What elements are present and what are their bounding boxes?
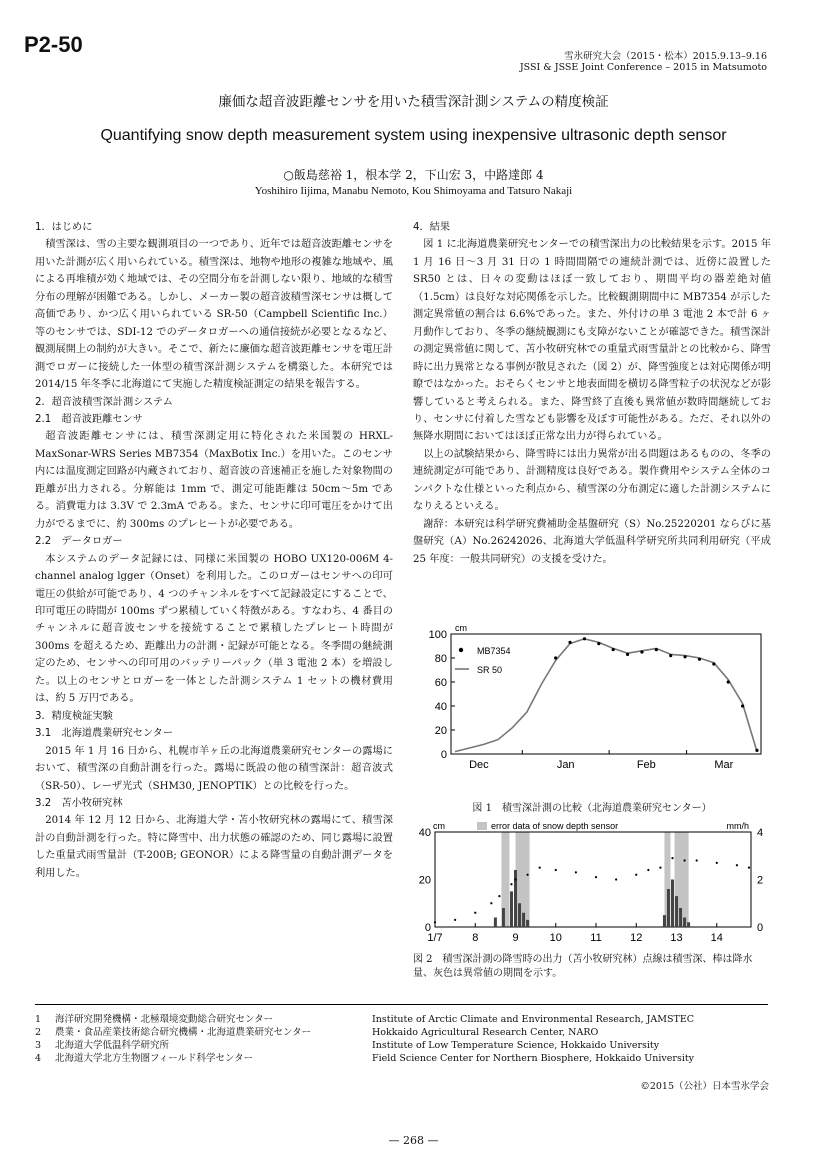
series-point-mb7354: [640, 650, 643, 653]
snow-depth-point: [454, 919, 456, 921]
footnote-text-en: Hokkaido Agricultural Research Center, NARO: [372, 1027, 599, 1038]
paragraph: 2015 年 1 月 16 日から、札幌市羊ヶ丘の北海道農業研究センターの露場において、積雪深の自動計測を行った。露場に既設の他の積雪深計：超音波式（SR-50）、レーザ光式（SHM30, JENOPTIK）との比較を行った。: [35, 745, 393, 792]
snow-depth-point: [716, 862, 718, 864]
precip-bar: [679, 908, 682, 927]
conference-name-ja: 雪氷研究大会（2015・松本）2015.9.13–9.16: [564, 51, 767, 62]
footnote-ja: [35, 1052, 311, 1065]
authors-ja: ○飯島慈裕 1，根本学 2，下山宏 3，中路達郎 4: [283, 168, 544, 182]
snow-depth-point: [635, 874, 637, 876]
footnote-text-en: Institute of Arctic Climate and Environmental Research, JAMSTEC: [372, 1014, 695, 1025]
series-point-mb7354: [626, 653, 629, 656]
footnote-text-ja: 北海道大学北方生物圏フィールド科学センター: [55, 1053, 254, 1064]
right-column: [413, 219, 771, 568]
x-tick-label: 13: [670, 932, 683, 944]
series-point-mb7354: [698, 658, 701, 661]
legend-label-error: error data of snow depth sensor: [491, 821, 619, 831]
footnotes-en: [372, 1013, 694, 1065]
title-en: Quantifying snow depth measurement system using inexpensive ultrasonic depth sensor: [100, 127, 727, 144]
paragraph: 謝辞：本研究は科学研究費補助金基盤研究（S）No.25220201 ならびに基盤研究（A）No.26242026、北海道大学低温科学研究所共同利用研究（平成 25 年度：一般共同研究）の支援を受けた。: [413, 518, 771, 565]
figure2-chart: [413, 820, 771, 955]
section-heading: 1．はじめに: [35, 222, 93, 233]
legend-marker-mb7354: [459, 648, 463, 652]
page-number: — 268 —: [388, 1134, 439, 1147]
precip-bar: [526, 920, 529, 927]
title-ja: 廉価な超音波距離センサを用いた積雪深計測システムの精度検証: [218, 94, 609, 110]
precip-bar: [510, 891, 513, 927]
section-heading: 2.1 超音波距離センサ: [35, 413, 143, 425]
figure1-chart: [413, 622, 771, 800]
y2-tick-label: 2: [757, 874, 764, 887]
y-tick-label: 60: [434, 677, 447, 689]
y2-tick-label: 4: [757, 827, 764, 839]
series-point-mb7354: [597, 642, 600, 645]
snow-depth-point: [498, 895, 500, 897]
snow-depth-point: [659, 867, 661, 869]
conference-name-en: JSSI & JSSE Joint Conference – 2015 in Matsumoto: [519, 62, 767, 73]
figure2-caption: 図 2 積雪深計測の降雪時の出力（苫小牧研究林）点線は積雪深、棒は降水量、灰色は異常値の期間を示す。: [413, 954, 753, 979]
snow-depth-point: [736, 864, 738, 866]
snow-depth-point: [647, 869, 649, 871]
footnote-ja: [35, 1039, 311, 1052]
precip-bar: [663, 915, 666, 927]
poster-code: P2-50: [24, 32, 83, 57]
paragraph: 本システムのデータ記録には、同様に米国製の HOBO UX120-006M 4-channel analog lgger（Onset）を利用した。このロガーはセンサへの印可電圧の供給が可能であり、4 つのチャンネルをすべて記録設定にすることで、印可電圧の時間が 100ms ずつ累積していく特徴がある。すなわち、4 番目のチャンネルに超音波センサを接続することで累積したプレヒート時間が 300ms を超えるため、距離出力の計測・記録が可能となる。冬季間の継続測定のため、センサへの印可用のバッテリーパック（単 3 電池 2 本）を増設した。以上のセンサとロガーを一体とした計測システム 1 セットの機材費用は、約 5 万円である。: [35, 553, 393, 705]
snow-depth-point: [595, 876, 597, 878]
footnote-number: 3: [35, 1040, 42, 1051]
snow-depth-point: [575, 871, 577, 873]
figure1-caption: 図 1 積雪深計測の比較（北海道農業研究センター）: [472, 803, 712, 814]
y-axis-unit: cm: [433, 821, 445, 831]
y-axis-unit: cm: [455, 623, 467, 633]
snow-depth-point: [526, 874, 528, 876]
y2-tick-label: 0: [757, 922, 764, 934]
snow-depth-point: [514, 878, 516, 880]
x-tick-label: 1/7: [427, 932, 443, 944]
paragraph: 2014 年 12 月 12 日から、北海道大学・苫小牧研究林の露場にて、積雪深計の自動計測を行った。特に降雪中、出力状態の確認のため、同じ露場に設置した重量式雨雪量計（T-200B; GEONOR）による降雪量の自動計測データを利用した。: [35, 815, 393, 879]
precip-bar: [518, 903, 521, 927]
section-heading: 2．超音波積雪深計測システム: [35, 396, 173, 408]
section-heading: 2.2 データロガー: [35, 536, 123, 548]
snow-depth-point: [683, 859, 685, 861]
footnote-text-ja: 海洋研究開発機構・北極環境変動総合研究センター: [55, 1014, 274, 1025]
series-point-mb7354: [755, 749, 758, 752]
y-tick-label: 0: [440, 749, 447, 761]
series-point-mb7354: [712, 662, 715, 665]
y-tick-label: 0: [424, 922, 431, 934]
snow-depth-point: [490, 902, 492, 904]
x-tick-label: 11: [590, 932, 602, 944]
plot-frame: [435, 832, 751, 927]
footnote-ja: [35, 1013, 311, 1026]
y-tick-label: 20: [434, 725, 447, 737]
section-heading: 3.1 北海道農業研究センター: [35, 728, 174, 740]
paragraph: 積雪深は、雪の主要な観測項目の一つであり、近年では超音波距離センサを用いた計測が広く用いられている。積雪深は、地物や地形の複雑な地域や、風による再堆積が効く地域では、その空間分布を計測しない限り、地域的な積雪分布の理解が困難である。しかし、メーカー製の超音波積雪深センサは概して高価であり、かつ広く用いられている SR-50（Campbell Scientific Inc.）等のセンサでは、SDI-12 でのデータロガーへの通信接続が必要となるなど、観測展開上の制約が大きい。そこで、新たに廉価な超音波距離センサを電圧計測でロガーに接続した一体型の積雪深計測システムを構築した。本研究では 2014/15 年冬季に北海道にて実施した精度検証測定の結果を報告する。: [35, 239, 393, 391]
series-point-mb7354: [583, 637, 586, 640]
x-tick-label: 12: [630, 932, 643, 944]
snow-depth-point: [748, 867, 750, 869]
legend-label-mb7354: MB7354: [477, 646, 511, 656]
section-heading: 4．結果: [413, 222, 451, 233]
footnote-ja: [35, 1026, 311, 1039]
x-tick-label: 10: [549, 932, 562, 944]
copyright: ©2015（公社）日本雪氷学会: [640, 1081, 769, 1092]
y2-axis-unit: mm/h: [726, 821, 749, 831]
precip-bar: [522, 913, 525, 927]
footnote-text-en: Institute of Low Temperature Science, Hokkaido University: [372, 1040, 660, 1051]
footnotes-ja: [35, 1013, 311, 1065]
snow-depth-point: [474, 912, 476, 914]
footnote-number: 1: [35, 1014, 42, 1025]
footnote-text-ja: 農業・食品産業技術総合研究機構・北海道農業研究センター: [55, 1027, 312, 1038]
legend-label-sr50: SR 50: [477, 665, 503, 675]
footnote-separator: [35, 1004, 768, 1005]
y-tick-label: 40: [418, 827, 431, 839]
precip-bar: [683, 918, 686, 928]
snow-depth-point: [555, 869, 557, 871]
x-tick-label: 14: [710, 932, 723, 944]
paragraph: 以上の試験結果から、降雪時には出力異常が出る問題はあるものの、冬季の連続測定が可能であり、計測精度は良好である。製作費用やシステム全体のコンパクトな仕様といった利点から、積雪深の分布測定に適した計測システムになりえるといえる。: [413, 448, 771, 513]
series-point-mb7354: [669, 654, 672, 657]
footnote-number: 2: [35, 1027, 42, 1038]
snow-depth-point: [434, 921, 436, 923]
y-tick-label: 40: [434, 701, 447, 713]
x-tick-label: 8: [472, 932, 479, 944]
series-point-mb7354: [741, 704, 744, 707]
x-tick-label: Mar: [714, 759, 734, 771]
series-point-mb7354: [568, 641, 571, 644]
precip-bar: [671, 880, 674, 928]
authors-en: Yoshihiro Iijima, Manabu Nemoto, Kou Shimoyama and Tatsuro Nakaji: [254, 185, 573, 197]
y-tick-label: 80: [434, 653, 447, 665]
footnote-number: 4: [35, 1053, 42, 1064]
section-heading: 3．精度検証実験: [35, 710, 113, 722]
series-point-mb7354: [683, 655, 686, 658]
precip-bar: [502, 908, 505, 927]
paragraph: 図 1 に北海道農業研究センターでの積雪深出力の比較結果を示す。2015 年 1 月 16 日～3 月 31 日の 1 時間間隔での連続計測では、近傍に設置した SR50 とは、日々の変動はほぼ一致しており、期間平均の器差絶対値（1.5cm）は良好な対応関係を示した。比較観測期間中に MB7354 が示した測定異常値の割合は 6.6%であった。また、外付けの単 3 電池 2 本で計 6 ヶ月動作しており、冬季の継続観測にも支障がないことが確認できた。積雪深計の測定異常値に関して、苫小牧研究林での重量式雨雪量計との比較から、降雪時に出力異常となる事例が散見された（図 2）が、降雪強度とは対応関係が明瞭ではなかった。おそらくセンサと地表面間を横切る降雪粒子の状況などが影響していると考えられる。また、降雪終了直後も異常値が数時間継続しており、センサに付着した雪なども影響を及ぼす可能性がある。ただ、それ以外の無降水期間においてはほぼ正常な出力が得られている。: [413, 239, 771, 443]
snow-depth-point: [510, 883, 512, 885]
x-tick-label: Jan: [556, 759, 575, 771]
snow-depth-point: [671, 857, 673, 859]
series-point-mb7354: [655, 648, 658, 651]
series-point-mb7354: [727, 680, 730, 683]
footnote-text-en: Field Science Center for Northern Biosphere, Hokkaido University: [372, 1053, 695, 1064]
x-tick-label: Dec: [469, 759, 489, 771]
left-column: [35, 219, 393, 882]
series-point-mb7354: [612, 648, 615, 651]
footnote-text-ja: 北海道大学低温科学研究所: [55, 1040, 170, 1051]
legend-swatch-error: [477, 822, 487, 830]
snow-depth-point: [539, 867, 541, 869]
precip-bar: [675, 896, 678, 927]
section-heading: 3.2 苫小牧研究林: [35, 797, 123, 809]
precip-bar: [494, 918, 497, 928]
snow-depth-point: [615, 878, 617, 880]
x-tick-label: Feb: [636, 759, 656, 771]
y-tick-label: 20: [418, 874, 431, 887]
series-point-mb7354: [554, 656, 557, 659]
precip-bar: [687, 922, 690, 927]
precip-bar: [667, 889, 670, 927]
snow-depth-point: [696, 859, 698, 861]
x-tick-label: 9: [512, 932, 519, 944]
y-tick-label: 100: [428, 629, 447, 641]
paragraph: 超音波距離センサには、積雪深測定用に特化された米国製の HRXL-MaxSonar-WRS Series MB7354（MaxBotix Inc.）を用いた。このセンサ内には温度測定回路が内蔵されており、超音波の音速補正を施した対象物間の距離が出力される。分解能は 1mm で、測定可能距離は 50cm～5m である。消費電力は 3.3V で 2.3mA である。また、センサに印可電圧をかけて出力がでるまでに、約 300ms のプレヒートが必要である。: [35, 431, 393, 530]
